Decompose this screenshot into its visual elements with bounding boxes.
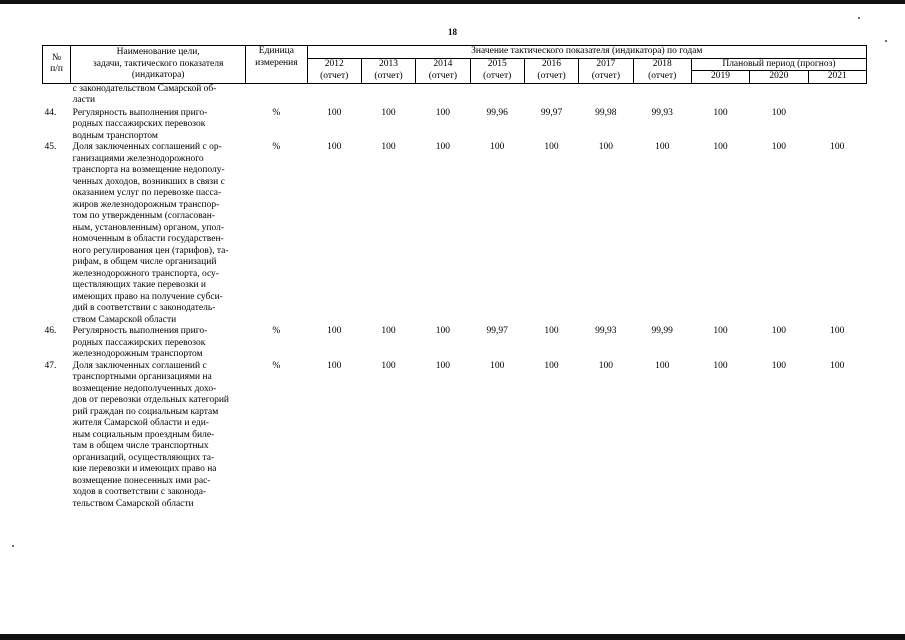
value-cell: 100 <box>435 142 450 152</box>
indicator-name-line: оказанием услуг по перевозке пасса- <box>72 188 222 198</box>
value-cell: 100 <box>655 142 670 152</box>
value-cell: 100 <box>771 326 787 336</box>
indicator-name-line: дов от перевозки отдельных категорий <box>72 395 230 405</box>
value-cell: 100 <box>830 326 845 336</box>
value-cell: 100 <box>381 107 396 118</box>
continuation-line: с законодательством Самарской об- <box>72 83 217 94</box>
value-cell: 100 <box>771 142 787 152</box>
empty-cell <box>361 83 415 108</box>
continuation-number-cell <box>43 83 71 108</box>
indicator-name-line: кие перевозки и имеющих право на <box>72 464 217 474</box>
indicator-name-line: родных пассажирских перевозок <box>72 119 206 129</box>
unit-cell: % <box>272 107 281 118</box>
page-number: 18 <box>448 27 457 37</box>
value-cell: 100 <box>544 360 559 371</box>
indicator-name-line: номоченным в области государствен- <box>72 234 224 244</box>
value-cell: 100 <box>435 326 450 336</box>
indicator-name <box>71 326 246 361</box>
indicator-name-line: жителя Самарской области и еди- <box>72 418 209 428</box>
value-cell: 99,93 <box>651 107 673 118</box>
table-header <box>43 46 867 84</box>
indicator-name-line: дий в соответствии с законодатель- <box>72 303 216 313</box>
value-cell: 100 <box>830 360 845 371</box>
table-row <box>43 361 867 511</box>
indicator-name-line: рифам, в общем числе организаций <box>72 257 217 267</box>
indicator-name-line: железнодорожным транспортом <box>72 349 203 359</box>
scan-bottom-edge <box>0 634 905 640</box>
value-cell <box>808 108 866 143</box>
value-cell: 100 <box>830 142 845 152</box>
row-number: 46. <box>44 326 57 336</box>
header-planned-title: Плановый период (прогноз) <box>691 58 866 71</box>
header-year: 2017 (отчет) <box>579 58 633 83</box>
unit-cell: % <box>272 360 281 371</box>
indicator-name-line: Регулярность выполнения приго- <box>72 326 208 336</box>
scan-top-edge <box>0 0 905 4</box>
table-row <box>43 108 867 143</box>
value-cell: 100 <box>598 142 613 152</box>
value-cell: 100 <box>381 360 396 371</box>
indicator-name-line: том по утвержденным (согласован- <box>72 211 215 221</box>
value-cell: 100 <box>544 142 559 152</box>
value-cell: 100 <box>327 360 342 371</box>
empty-cell <box>470 83 524 108</box>
value-cell: 100 <box>655 360 670 371</box>
header-values-title: Значение тактического показателя (индикатора) по годам <box>307 46 866 59</box>
indicator-table <box>42 45 867 510</box>
scan-speck <box>885 40 887 42</box>
indicator-name-line: ным социальным проездным биле- <box>72 429 215 440</box>
indicator-name-line: рий граждан по социальным картам <box>72 406 219 417</box>
table-body <box>43 83 867 510</box>
scan-speck <box>12 545 14 547</box>
continuation-line: ласти <box>72 95 96 105</box>
empty-cell <box>246 83 307 108</box>
indicator-name-line: Доля заключенных соглашений с ор- <box>72 142 222 152</box>
indicator-name-line: возмещение понесенных ими рас- <box>72 475 211 486</box>
empty-cell <box>579 83 633 108</box>
unit-cell: % <box>272 326 281 336</box>
header-year: 2018 (отчет) <box>633 58 691 83</box>
header-plan-year: 2021 <box>808 71 866 84</box>
header-plan-year: 2019 <box>691 71 749 84</box>
header-year: 2016 (отчет) <box>524 58 578 83</box>
indicator-name-line: имеющих право на получение субси- <box>72 291 223 302</box>
table-row <box>43 326 867 361</box>
value-cell: 100 <box>327 142 342 152</box>
value-cell: 100 <box>435 107 450 118</box>
value-cell: 100 <box>490 360 505 371</box>
row-number: 44. <box>44 107 57 118</box>
indicator-name-line: организаций, осуществляющих та- <box>72 452 215 463</box>
indicator-name-line: транспортными организациями на <box>72 372 212 382</box>
indicator-name-line: возмещение недополученных дохо- <box>72 383 217 394</box>
indicator-name-line: ходов в соответствии с законода- <box>72 487 207 497</box>
indicator-name <box>71 361 246 511</box>
value-cell: 100 <box>381 142 396 152</box>
header-year: 2015 (отчет) <box>470 58 524 83</box>
indicator-name-line: Регулярность выполнения приго- <box>72 107 208 118</box>
header-name: Наименование цели, задачи, тактического показателя (индикатора) <box>71 46 246 84</box>
indicator-name-line: ганизациями железнодорожного <box>72 153 204 164</box>
indicator-name-line: ществляющих такие перевозки и <box>72 280 207 290</box>
value-cell: 99,98 <box>595 107 617 118</box>
empty-cell <box>750 83 808 108</box>
value-cell: 100 <box>327 326 342 336</box>
value-cell: 99,93 <box>595 326 617 336</box>
value-cell: 100 <box>713 360 728 371</box>
indicator-name-line: там в общем числе транспортных <box>72 441 209 451</box>
empty-cell <box>416 83 470 108</box>
indicator-name-line: ного регулирования цен (тарифов), та- <box>72 245 229 256</box>
unit-cell: % <box>272 142 281 152</box>
value-cell: 100 <box>381 326 396 336</box>
empty-cell <box>633 83 691 108</box>
value-cell: 100 <box>598 360 613 371</box>
indicator-name-line: транспорта на возмещение недополу- <box>72 165 225 175</box>
empty-cell <box>808 83 866 108</box>
value-cell: 100 <box>435 360 450 371</box>
indicator-name-line: Доля заключенных соглашений с <box>72 360 207 371</box>
continuation-text <box>71 83 246 108</box>
table-row <box>43 142 867 326</box>
value-cell: 100 <box>490 142 505 152</box>
row-number: 45. <box>44 142 57 152</box>
header-year: 2014 (отчет) <box>416 58 470 83</box>
indicator-name-line: водным транспортом <box>72 130 158 141</box>
continuation-row <box>43 83 867 108</box>
indicator-name-line: ченных доходов, возникших в связи с <box>72 176 225 187</box>
empty-cell <box>307 83 361 108</box>
indicator-name-line: жиров железнодорожным транспор- <box>72 199 220 210</box>
value-cell: 99,97 <box>486 326 508 336</box>
value-cell: 100 <box>713 326 728 336</box>
indicator-name-line: тельством Самарской области <box>72 498 194 509</box>
indicator-name-line: ным, установленным) органом, упол- <box>72 222 224 233</box>
indicator-name-line: родных пассажирских перевозок <box>72 337 206 348</box>
value-cell: 99,97 <box>540 107 563 118</box>
scan-speck <box>858 17 860 19</box>
indicator-name <box>71 108 246 143</box>
empty-cell <box>524 83 578 108</box>
header-year: 2013 (отчет) <box>361 58 415 83</box>
row-number: 47. <box>44 360 57 371</box>
header-year: 2012 (отчет) <box>307 58 361 83</box>
value-cell: 100 <box>771 360 787 371</box>
header-plan-year: 2020 <box>750 71 808 84</box>
value-cell: 99,99 <box>651 326 673 336</box>
header-unit: Единица измерения <box>246 46 307 84</box>
indicator-name <box>71 142 246 326</box>
value-cell: 100 <box>327 107 342 118</box>
empty-cell <box>691 83 749 108</box>
indicator-name-line: железнодорожного транспорта, осу- <box>72 268 219 279</box>
value-cell: 99,96 <box>486 107 508 118</box>
value-cell: 100 <box>544 326 559 336</box>
header-number: № п/п <box>43 46 71 84</box>
indicator-name-line: ством Самарской области <box>72 314 177 325</box>
value-cell: 100 <box>771 107 787 118</box>
value-cell: 100 <box>713 142 728 152</box>
value-cell: 100 <box>713 107 728 118</box>
